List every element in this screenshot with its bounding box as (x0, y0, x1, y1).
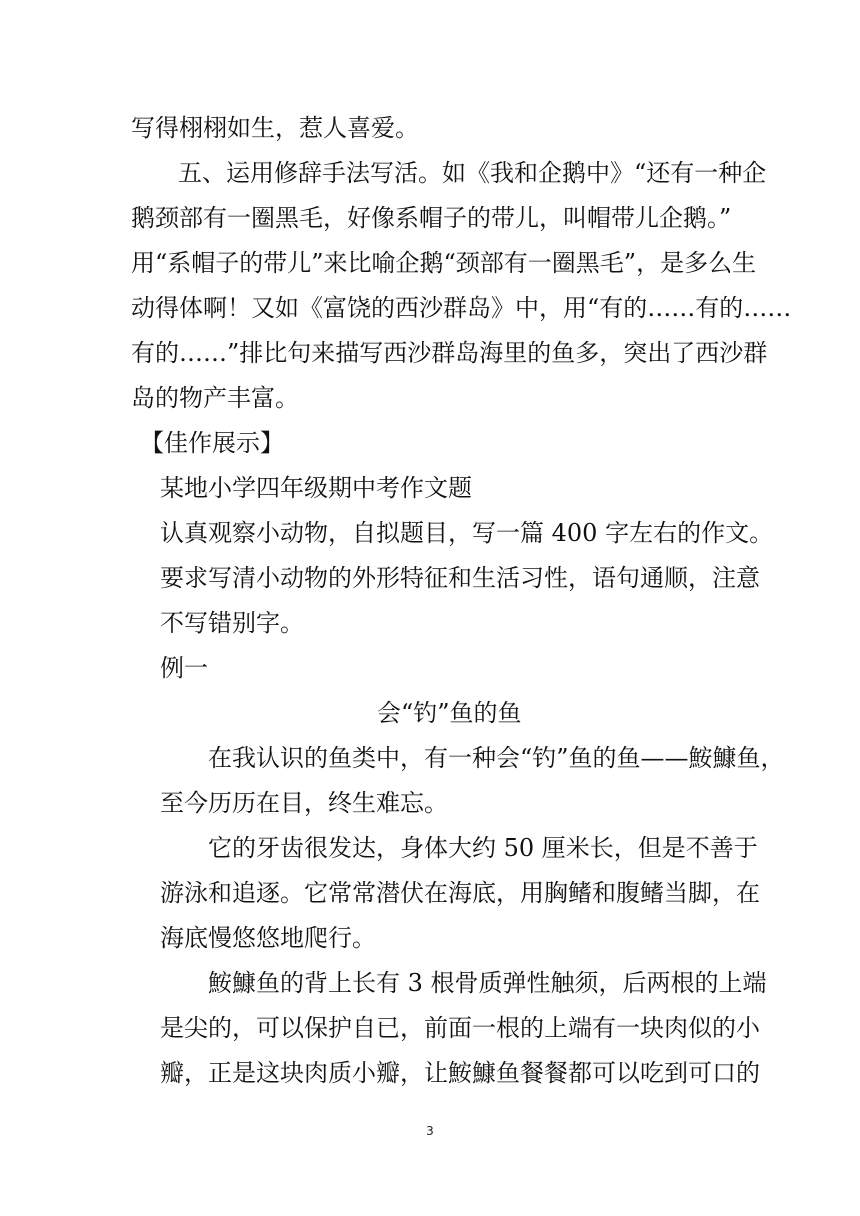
essay-line-2: 至今历历在目，终生难忘。 (160, 789, 448, 817)
page-number: 3 (426, 1124, 434, 1138)
text-line-3: 鹅颈部有一圈黑毛，好像系帽子的带儿，叫帽带儿企鹅。” (131, 204, 732, 232)
text-line-1: 写得栩栩如生，惹人喜爱。 (131, 114, 419, 142)
text-line-6: 有的……”排比句来描写西沙群岛海里的鱼多，突出了西沙群 (131, 339, 768, 367)
essay-line-1: 在我认识的鱼类中，有一种会“钓”鱼的鱼——鮟鱇鱼， (208, 744, 785, 772)
text-line-4: 用“系帽子的带儿”来比喻企鹅“颈部有一圈黑毛”，是多么生 (131, 249, 757, 277)
essay-line-5: 海底慢悠悠地爬行。 (160, 924, 376, 952)
essay-line-8: 瓣，正是这块肉质小瓣，让鮟鱇鱼餐餐都可以吃到可口的 (160, 1059, 760, 1087)
essay-line-7: 是尖的，可以保护自已，前面一根的上端有一块肉似的小 (160, 1014, 760, 1042)
section-heading-showcase: 【佳作展示】 (140, 429, 284, 457)
essay-line-4: 游泳和追逐。它常常潜伏在海底，用胸鳍和腹鳍当脚，在 (160, 879, 760, 907)
text-line-5: 动得体啊！又如《富饶的西沙群岛》中，用“有的……有的…… (131, 294, 792, 322)
example-label: 例一 (160, 654, 208, 682)
exam-title: 某地小学四年级期中考作文题 (160, 474, 472, 502)
text-line-2: 五、运用修辞手法写活。如《我和企鹅中》“还有一种企 (178, 159, 767, 187)
essay-line-3: 它的牙齿很发达，身体大约 50 厘米长，但是不善于 (208, 834, 758, 862)
exam-prompt-line-3: 不写错别字。 (160, 609, 304, 637)
exam-prompt-line-1: 认真观察小动物，自拟题目，写一篇 400 字左右的作文。 (160, 519, 774, 547)
essay-line-6: 鮟鱇鱼的背上长有 3 根骨质弹性触须，后两根的上端 (208, 969, 767, 997)
exam-prompt-line-2: 要求写清小动物的外形特征和生活习性，语句通顺，注意 (160, 564, 760, 592)
essay-title: 会“钓”鱼的鱼 (377, 699, 522, 727)
text-line-7: 岛的物产丰富。 (131, 384, 299, 412)
